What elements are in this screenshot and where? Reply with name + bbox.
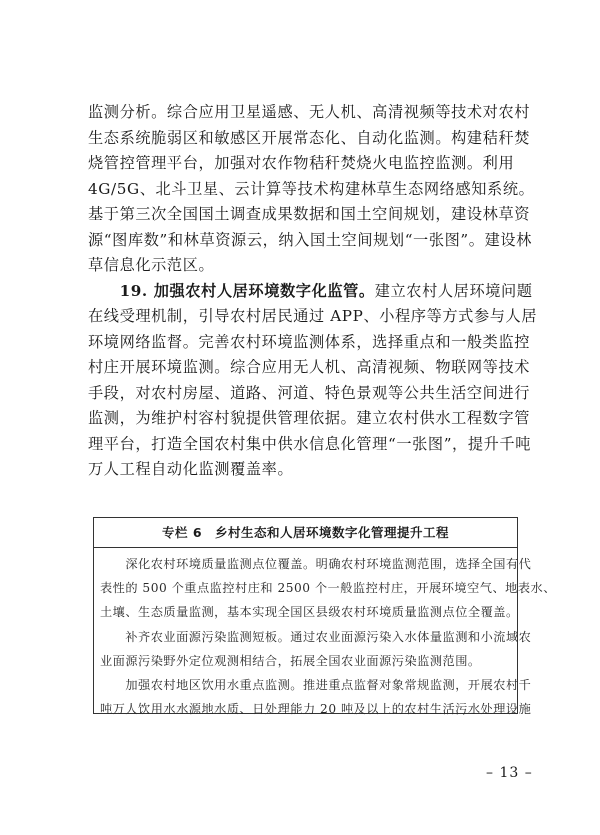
box-text-line: 业面源污染野外定位观测相结合，拓展全国农业面源污染监测范围。 — [100, 653, 481, 668]
section-19-first-line-text: 建立农村人居环境问题 — [374, 281, 533, 300]
text-line: 源“图库数”和林草资源云，纳入国土空间规划“一张图”。建设林 — [88, 230, 532, 249]
body-text — [88, 100, 538, 483]
column-box-title: 专栏 6 乡村生态和人居环境数字化管理提升工程 — [94, 518, 517, 548]
text-line: 基于第三次全国国土调查成果数据和国土空间规划，建设林草资 — [88, 205, 531, 223]
text-line: 环境网络监督。完善农村环境监测体系，选择重点和一般类监控 — [88, 332, 531, 351]
text-line: 监测，为维护村容村貌提供管理依据。建立农村供水工程数字管 — [88, 409, 531, 427]
text-line: 4G/5G、北斗卫星、云计算等技术构建林草生态网络感知系统。 — [88, 179, 535, 198]
text-line: 村庄开展环境监测。综合应用无人机、高清视频、物联网等技术 — [88, 358, 531, 376]
box-text-line: 补齐农业面源污染监测短板。通过农业面源污染入水体量监测和小流域农 — [100, 629, 532, 644]
box-text-line: 加强农村地区饮用水重点监测。推进重点监督对象常规监测，开展农村千 — [100, 678, 532, 693]
box-text-line: 土壤、生态质量监测，基本实现全国区县级农村环境质量监测点位全覆盖。 — [100, 605, 519, 620]
text-line: 理平台，打造全国农村集中供水信息化管理“一张图”，提升千吨 — [88, 434, 531, 453]
text-line: 烧管控管理平台，加强对农作物秸秆焚烧火电监控监测。利用 — [88, 154, 515, 172]
text-line: 监测分析。综合应用卫星遥感、无人机、高清视频等技术对农村 — [88, 103, 531, 121]
text-line: 草信息化示范区。 — [88, 256, 215, 274]
box-text-line: 吨万人饮用水水源地水质、日处理能力 20 吨及以上的农村生活污水处理设施 — [100, 702, 532, 717]
text-line: 万人工程自动化监测覆盖率。 — [88, 460, 294, 478]
page-number: – 13 – — [486, 765, 533, 781]
box-text-line: 深化农村环境质量监测点位覆盖。明确农村环境监测范围，选择全国有代 — [100, 557, 532, 571]
text-line: 在线受理机制，引导农村居民通过 APP、小程序等方式参与人居 — [88, 307, 538, 325]
box-text-line: 表性的 500 个重点监控村庄和 2500 个一般监控村庄，开展环境空气、地表水、 — [100, 581, 556, 596]
column-box — [93, 517, 556, 717]
section-19-heading: 19. 加强农村人居环境数字化监管。 — [119, 281, 375, 300]
text-line: 手段，对农村房屋、道路、河道、特色景观等公共生活空间进行 — [88, 383, 531, 402]
text-line: 生态系统脆弱区和敏感区开展常态化、自动化监测。构建秸秆焚 — [88, 128, 531, 147]
section-19-first-line — [88, 279, 533, 305]
column-box-body — [94, 548, 556, 721]
